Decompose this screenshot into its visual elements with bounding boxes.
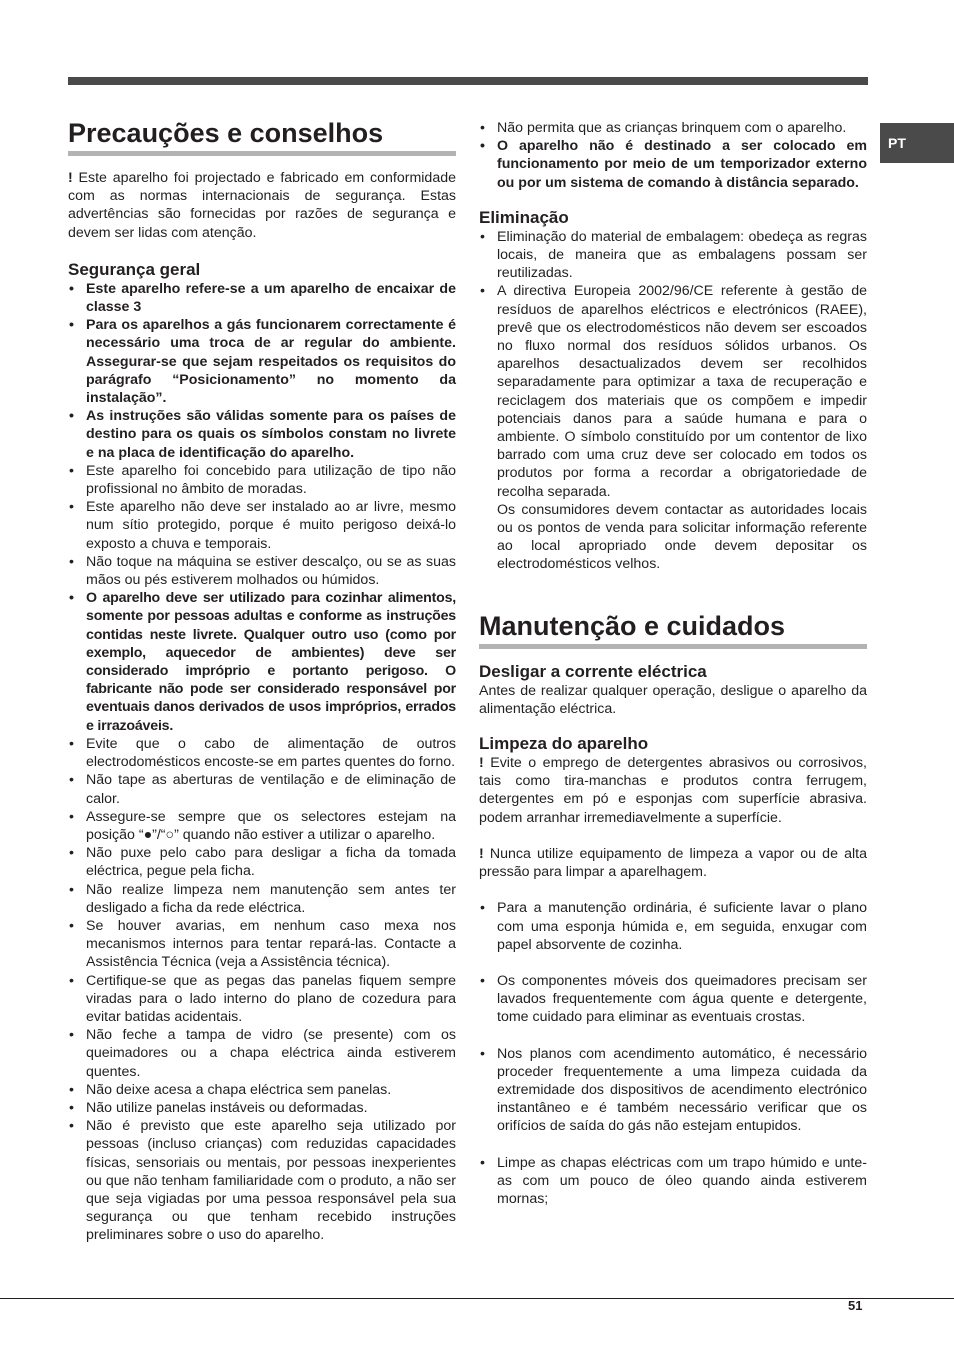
list-item: • Não puxe pelo cabo para desligar a ficha da tomada eléctrica, pegue pela ficha. [68, 844, 456, 880]
list-item: • Se houver avarias, em nenhum caso mexa nos mecanismos internos para tentar repará-las. Contacte a Assistência Técnica (veja a Assistência técnica). [68, 917, 456, 972]
section-title-maintenance: Manutenção e cuidados [479, 608, 867, 649]
child-safety-list [479, 119, 867, 192]
header-rule [68, 77, 868, 85]
heading-cleaning: Limpeza do aparelho [479, 734, 649, 754]
list-item: • Certifique-se que as pegas das panelas fiquem sempre viradas para o lado interno do plano de cozedura para evitar batidas acidentais. [68, 972, 456, 1027]
list-item: • Não tape as aberturas de ventilação e de eliminação de calor. [68, 771, 456, 807]
list-item: • O aparelho não é destinado a ser colocado em funcionamento por meio de um temporizador externo ou por um sistema de comando à distância separado. [479, 137, 867, 192]
language-tab: PT [880, 123, 954, 163]
section-title-precautions: Precauções e conselhos [68, 115, 456, 156]
list-item: • Não deixe acesa a chapa eléctrica sem panelas. [68, 1081, 456, 1099]
right-column [479, 119, 867, 1208]
heading-disposal: Eliminação [479, 207, 569, 227]
list-item: • Para os aparelhos a gás funcionarem correctamente é necessário uma troca de ar regular do ambiente. Assegurar-se que sejam respeitados os requisitos do parágrafo “Posicionamento” no momento da instalação”. [68, 316, 456, 407]
heading-general-safety: Segurança geral [68, 259, 201, 279]
warning-mark: ! [479, 845, 484, 862]
cleaning-warning-2: ! Nunca utilize equipamento de limpeza a vapor ou de alta pressão para limpar a aparelhagem. [479, 845, 867, 881]
disconnect-paragraph: Antes de realizar qualquer operação, desligue o aparelho da alimentação eléctrica. [479, 682, 867, 717]
disposal-note: Os consumidores devem contactar as autoridades locais ou os pontos de venda para solicitar informação referente ao local apropriado onde devem depositar os electrodomésticos velhos. [497, 501, 867, 573]
page-number: 51 [848, 1298, 863, 1313]
warning-mark: ! [479, 755, 484, 772]
list-item: • As instruções são válidas somente para os países de destino para os quais os símbolos constam no livrete e na placa de identificação do aparelho. [68, 407, 456, 462]
list-item: • Não feche a tampa de vidro (se presente) com os queimadores ou a chapa eléctrica ainda estiverem quentes. [68, 1026, 456, 1081]
list-item: • Não utilize panelas instáveis ou deformadas. [68, 1099, 456, 1117]
disposal-list [479, 228, 867, 501]
list-item: • Este aparelho refere-se a um aparelho de encaixar de classe 3 [68, 280, 456, 316]
cleaning-list [479, 899, 867, 1208]
list-item: • Assegure-se sempre que os selectores estejam na posição “●”/“○” quando não estiver a utilizar o aparelho. [68, 808, 456, 844]
list-item: • A directiva Europeia 2002/96/CE referente à gestão de resíduos de aparelhos eléctricos e electrónicos (RAEE), prevê que os electrodomésticos não devem ser escoados no fluxo normal dos resíduos sólidos urbanos. Os aparelhos desactualizados devem ser recolhidos separadamente para optimizar a taxa de recuperação e reciclagem dos materiais que os compõem e impedir potenciais danos para a saúde humana e para o ambiente. O símbolo constituído por um contentor de lixo barrado com uma cruz deve ser colocado em todos os produtos por forma a recordar a obrigatoriedade de recolha separada. [479, 282, 867, 500]
list-item: • Este aparelho foi concebido para utilização de tipo não profissional no âmbito de moradas. [68, 462, 456, 498]
list-item: • Este aparelho não deve ser instalado ao ar livre, mesmo num sítio protegido, porque é muito perigoso deixá-lo exposto a chuva e temporais. [68, 498, 456, 553]
safety-list [68, 280, 456, 1245]
cleaning-warning-1: ! Evite o emprego de detergentes abrasivos ou corrosivos, tais como tira-manchas e produtos contra ferrugem, detergentes em pó e esponjas com superfície abrasiva. podem arranhar irremediavelmente a superfície. [479, 755, 867, 826]
list-item: • Não toque na máquina se estiver descalço, ou se as suas mãos ou pés estiverem molhados ou húmidos. [68, 553, 456, 589]
list-item: • O aparelho deve ser utilizado para cozinhar alimentos, somente por pessoas adultas e conforme as instruções contidas neste livrete. Qualquer outro uso (como por exemplo, aquecedor de ambientes) deve ser considerado impróprio e portanto perigoso. O fabricante não pode ser considerado responsável por eventuais danos derivados de usos impróprios, errados e irrazoáveis. [68, 589, 456, 735]
footer-rule [0, 1298, 954, 1299]
list-item: • Não permita que as crianças brinquem com o aparelho. [479, 119, 867, 137]
intro-paragraph: ! Este aparelho foi projectado e fabricado em conformidade com as normas internacionais de segurança. Estas advertências são fornecidas por razões de segurança e devem ser lidas com atenção. [68, 170, 456, 241]
list-item: • Evite que o cabo de alimentação de outros electrodomésticos encoste-se em partes quentes do forno. [68, 735, 456, 771]
list-item: • Os componentes móveis dos queimadores precisam ser lavados frequentemente com água quente e detergente, tome cuidado para eliminar as eventuais crostas. [479, 972, 867, 1027]
list-item: • Nos planos com acendimento automático, é necessário proceder frequentemente a uma limpeza cuidada da extremidade dos dispositivos de acendimento electrónico instantâneo e é também necessário verificar que os orifícios de saída do gás não estejam entupidos. [479, 1045, 867, 1136]
heading-disconnect-power: Desligar a corrente eléctrica [479, 661, 707, 681]
list-item: • Limpe as chapas eléctricas com um trapo húmido e unte-as com um pouco de óleo quando ainda estiverem mornas; [479, 1154, 867, 1209]
list-item: • Não é previsto que este aparelho seja utilizado por pessoas (incluso crianças) com reduzidas capacidades físicas, sensoriais ou mentais, por pessoas inexperientes ou que não tenham familiaridade com o produto, a não ser que seja vigiadas por uma pessoa responsável pela sua segurança ou que tenham recebido instruções preliminares sobre o uso do aparelho. [68, 1117, 456, 1244]
list-item: • Não realize limpeza nem manutenção sem antes ter desligado a ficha da rede eléctrica. [68, 881, 456, 917]
warning-mark: ! [68, 170, 73, 186]
list-item: • Eliminação do material de embalagem: obedeça as regras locais, de maneira que as embalagens possam ser reutilizadas. [479, 228, 867, 283]
left-column [68, 115, 456, 1245]
list-item: • Para a manutenção ordinária, é suficiente lavar o plano com uma esponja húmida e, em seguida, enxugar com papel absorvente de cozinha. [479, 899, 867, 954]
